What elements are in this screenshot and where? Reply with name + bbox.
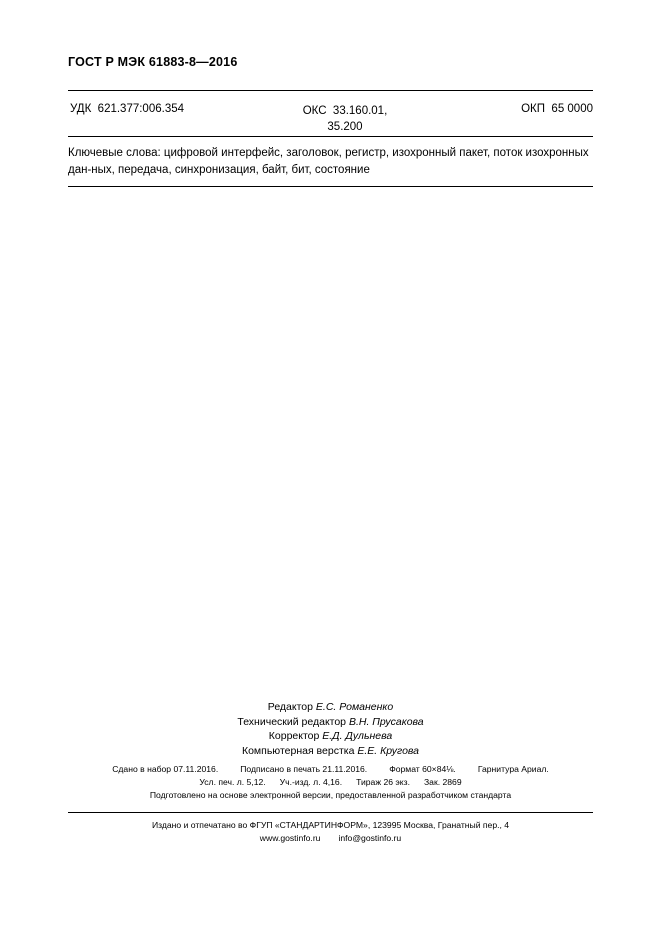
divider-top — [68, 90, 593, 91]
oks-code — [290, 103, 400, 135]
page-title: ГОСТ Р МЭК 61883-8—2016 — [68, 55, 238, 69]
okp-label: ОКП — [521, 103, 546, 115]
credits-block — [68, 700, 593, 758]
print-info-block — [68, 763, 593, 802]
credit-role: Технический редактор — [237, 715, 347, 728]
okp-code — [521, 103, 593, 115]
credit-name: Е.Д. Дульнева — [322, 730, 393, 742]
udk-label: УДК — [70, 103, 92, 115]
publisher-block — [68, 819, 593, 845]
keywords-block — [68, 145, 593, 179]
credit-role: Компьютерная верстка — [241, 744, 355, 757]
date-signed: Подписано в печать 21.11.2016. — [240, 764, 368, 774]
date-typeset: Сдано в набор 07.11.2016. — [112, 764, 219, 774]
divider-footer — [68, 812, 593, 813]
credit-technical-editor — [68, 715, 593, 730]
divider-bottom — [68, 186, 593, 187]
oks-label: ОКС — [302, 105, 327, 117]
print-info-line-2 — [68, 776, 593, 789]
credit-role: Корректор — [268, 730, 320, 742]
oks-value-line2: 35.200 — [327, 121, 363, 133]
credit-role: Редактор — [267, 701, 313, 713]
publisher-contacts — [68, 832, 593, 845]
print-info-line-3: Подготовлено на основе электронной версии, предоставленной разработчиком стандарта — [149, 790, 512, 800]
printed-sheets: Усл. печ. л. 5,12. — [199, 777, 266, 787]
publisher-email[interactable]: info@gostinfo.ru — [338, 833, 402, 843]
credit-layout — [68, 744, 593, 759]
print-info-line-1 — [68, 763, 593, 776]
publisher-address: Издано и отпечатано во ФГУП «СТАНДАРТИНФОРМ», 123995 Москва, Гранатный пер., 4 — [151, 820, 510, 830]
format-fraction: ⅛. — [446, 764, 456, 774]
oks-value-line1: 33.160.01, — [332, 105, 388, 117]
credit-editor — [68, 700, 593, 715]
credit-name: Е.С. Романенко — [315, 701, 394, 713]
format: Формат 60×84 — [389, 764, 447, 774]
keywords-label: Ключевые слова: — [68, 147, 161, 159]
typeface: Гарнитура Ариал. — [477, 764, 549, 774]
udk-value: 621.377:006.354 — [97, 103, 185, 115]
udk-code — [70, 103, 184, 115]
order-number: Зак. 2869 — [423, 777, 462, 787]
credit-name: В.Н. Прусакова — [348, 715, 424, 728]
okp-value: 65 0000 — [551, 103, 593, 115]
page-content — [68, 0, 593, 935]
publisher-sheets: Уч.-изд. л. 4,16. — [279, 777, 343, 787]
keywords-text: цифровой интерфейс, заголовок, регистр, изохронный пакет, поток изохронных дан-ных, передача, синхронизация, байт, бит, состояние — [68, 147, 589, 176]
credit-name: Е.Е. Кругова — [357, 744, 420, 757]
publisher-website[interactable]: www.gostinfo.ru — [259, 833, 321, 843]
divider-middle — [68, 136, 593, 137]
circulation: Тираж 26 экз. — [356, 777, 410, 787]
credit-corrector — [68, 729, 593, 744]
